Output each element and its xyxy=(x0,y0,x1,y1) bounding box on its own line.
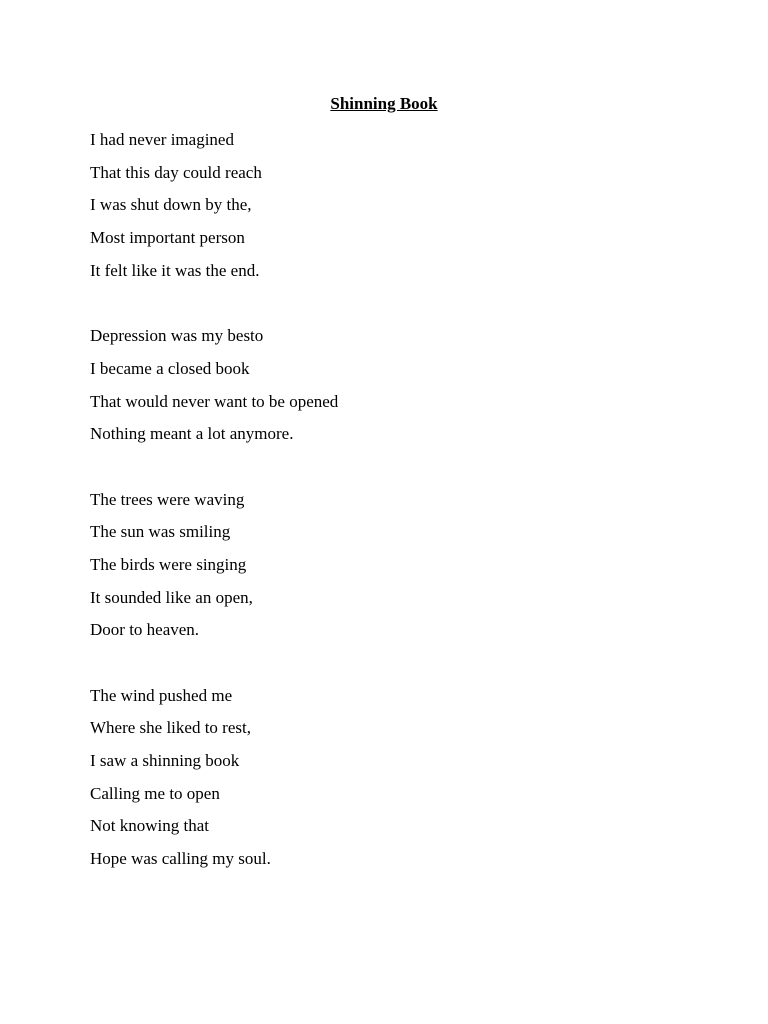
poem-line: The sun was smiling xyxy=(90,522,231,542)
stanza-1 xyxy=(90,124,690,287)
poem-line: That this day could reach xyxy=(90,162,262,182)
poem-line: Nothing meant a lot anymore. xyxy=(90,424,294,444)
poem-line: Hope was calling my soul. xyxy=(90,849,271,869)
poem-line: The birds were singing xyxy=(90,554,247,574)
poem-line: That would never want to be opened xyxy=(90,391,339,411)
poem-line: Door to heaven. xyxy=(90,620,200,640)
poem-line: I had never imagined xyxy=(90,130,234,149)
poem-title: Shinning Book xyxy=(330,94,438,113)
poem-line: It felt like it was the end. xyxy=(90,260,260,280)
poem-line: It sounded like an open, xyxy=(90,587,253,607)
poem-line: Where she liked to rest, xyxy=(90,718,251,738)
stanza-2 xyxy=(90,320,690,451)
poem-line: I was shut down by the, xyxy=(90,195,252,215)
poem-line: Calling me to open xyxy=(90,783,220,803)
poem-line: I saw a shinning book xyxy=(90,751,240,771)
poem-line: I became a closed book xyxy=(90,358,250,378)
poem-body xyxy=(90,124,690,909)
stanza-3 xyxy=(90,484,690,647)
poem-line: The wind pushed me xyxy=(90,685,233,705)
poem-line: The trees were waving xyxy=(90,489,245,509)
poem-line: Not knowing that xyxy=(90,816,209,836)
stanza-4 xyxy=(90,680,690,876)
poem-line: Depression was my besto xyxy=(90,326,264,346)
poem-line: Most important person xyxy=(90,228,245,248)
